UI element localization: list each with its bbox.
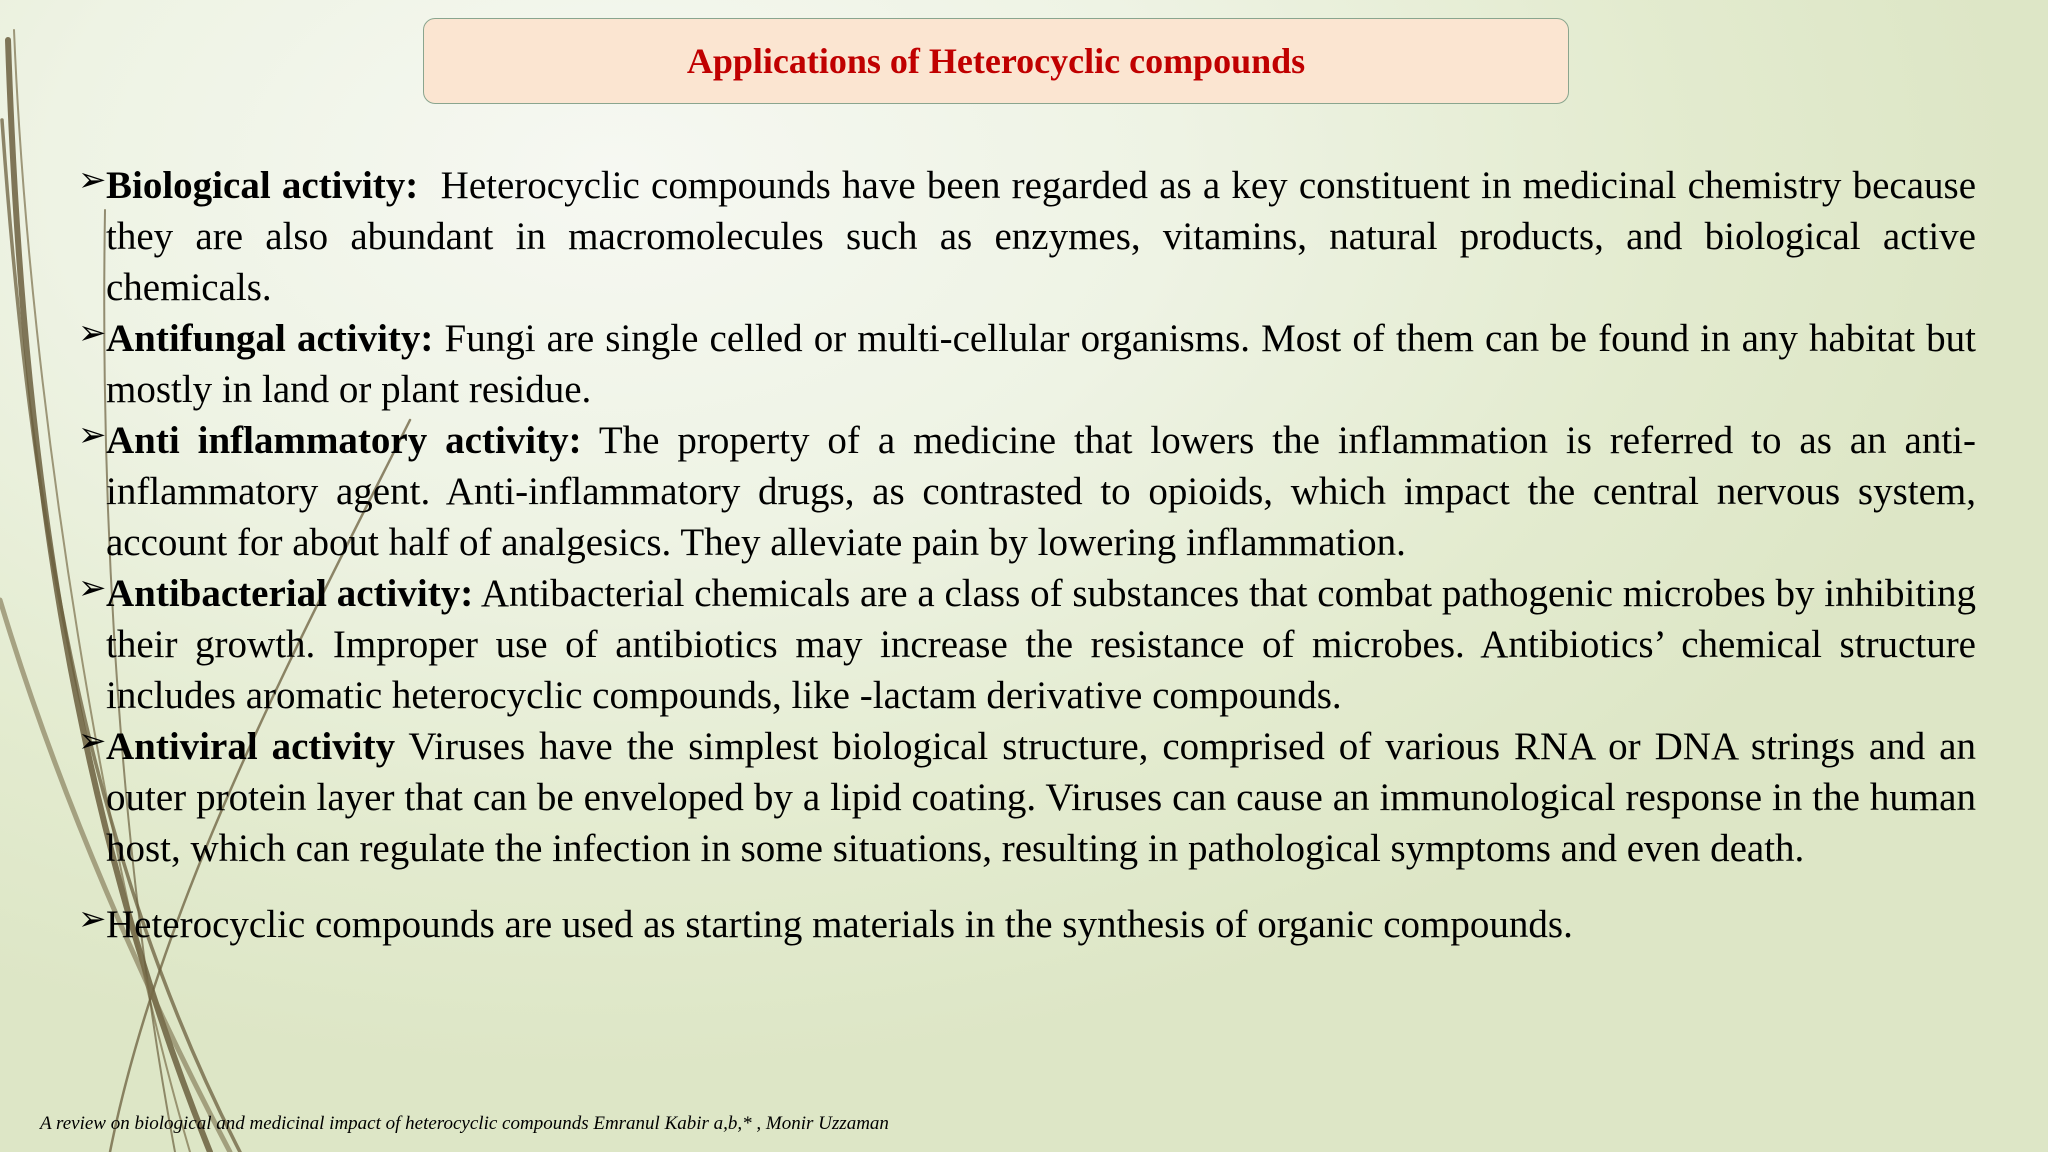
item-text: Antibacterial chemicals are a class of substances that combat pathogenic microbes by inhibiting their growth. Improper use of antibiotics may increase the resistance of microbes. Antibiotics’ chemical structure includes aromatic heterocyclic compounds, like -lactam derivative compounds. (106, 572, 1976, 717)
item-text: The property of a medicine that lowers the inflammation is referred to as an anti-inflammatory agent. Anti-inflammatory drugs, as contrasted to opioids, which impact the central nervous system, account for about half of analgesics. They alleviate pain by lowering inflammation. (106, 419, 1976, 564)
arrow-bullet-icon: ➢ (78, 899, 107, 939)
bullet-item-antifungal (78, 313, 1976, 415)
item-term: Antiviral activity (106, 725, 396, 768)
slide-title: Applications of Heterocyclic compounds (686, 41, 1306, 81)
citation-footer: A review on biological and medicinal impact of heterocyclic compounds Emranul Kabir a,b,* , Monir Uzzaman (40, 1113, 889, 1134)
item-text: Heterocyclic compounds are used as starting materials in the synthesis of organic compounds. (106, 903, 1573, 946)
item-text: Heterocyclic compounds have been regarded as a key constituent in medicinal chemistry because they are also abundant in macromolecules such as enzymes, vitamins, natural products, and biological active chemicals. (106, 164, 1977, 309)
item-term: Anti inflammatory activity: (106, 419, 582, 462)
arrow-bullet-icon: ➢ (78, 415, 107, 455)
item-text: Viruses have the simplest biological structure, comprised of various RNA or DNA strings and an outer protein layer that can be enveloped by a lipid coating. Viruses can cause an immunological response in the human host, which can regulate the infection in some situations, resulting in pathological symptoms and even death. (106, 725, 1976, 870)
title-box (423, 18, 1569, 104)
bullet-item-antibacterial (78, 568, 1976, 721)
arrow-bullet-icon: ➢ (78, 313, 107, 353)
bullet-item-biological (78, 160, 1976, 313)
bullet-item-starting-materials (78, 899, 1976, 950)
arrow-bullet-icon: ➢ (78, 721, 107, 761)
arrow-bullet-icon: ➢ (78, 160, 107, 200)
bullet-item-antiviral (78, 721, 1976, 874)
bullet-item-anti-inflammatory (78, 415, 1976, 568)
item-text: Fungi are single celled or multi-cellular organisms. Most of them can be found in any habitat but mostly in land or plant residue. (106, 317, 1977, 411)
item-term: Antifungal activity: (106, 317, 434, 360)
bullet-list (78, 160, 1976, 950)
item-term: Biological activity: (106, 164, 419, 207)
arrow-bullet-icon: ➢ (78, 568, 107, 608)
item-term: Antibacterial activity: (106, 572, 474, 615)
